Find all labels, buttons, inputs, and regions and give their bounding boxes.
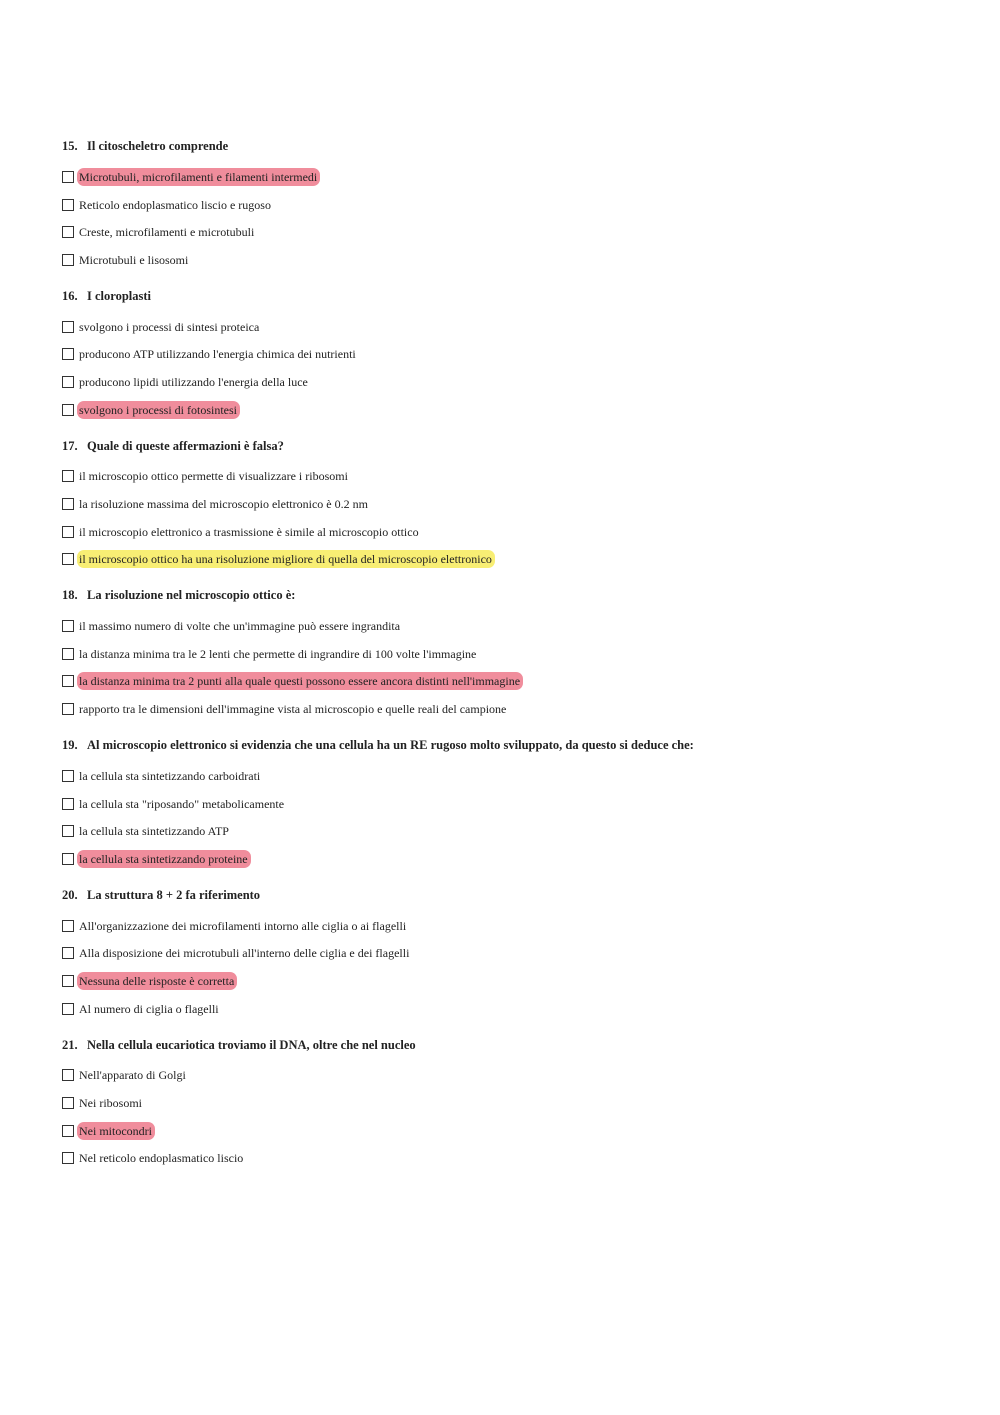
question-number: 20. xyxy=(62,887,78,902)
answer-option[interactable] xyxy=(62,845,962,873)
highlighted-answer-text: la cellula sta sintetizzando proteine xyxy=(77,850,251,868)
answer-option[interactable] xyxy=(62,518,962,546)
answer-checkbox[interactable] xyxy=(62,348,74,360)
question-number: 19. xyxy=(62,738,78,752)
answer-text: il microscopio elettronico a trasmissione è simile al microscopio ottico xyxy=(79,524,419,539)
answer-text: producono lipidi utilizzando l'energia della luce xyxy=(79,374,308,389)
question-title xyxy=(62,437,962,455)
answer-checkbox[interactable] xyxy=(62,199,74,211)
answer-text: Al numero di ciglia o flagelli xyxy=(79,1001,219,1016)
question-text: Il citoscheletro comprende xyxy=(87,139,229,153)
answer-text: Creste, microfilamenti e microtubuli xyxy=(79,225,255,240)
question-block xyxy=(62,886,962,1023)
answer-option[interactable] xyxy=(62,817,962,845)
answer-checkbox[interactable] xyxy=(62,920,74,932)
answer-checkbox[interactable] xyxy=(62,620,74,632)
answer-checkbox[interactable] xyxy=(62,526,74,538)
question-text: Quale di queste affermazioni è falsa? xyxy=(87,438,284,453)
highlighted-answer-text: Nei mitocondri xyxy=(77,1122,155,1140)
question-title xyxy=(62,586,962,604)
highlighted-answer-text: Microtubuli, microfilamenti e filamenti intermedi xyxy=(77,168,320,186)
question-title xyxy=(62,137,962,155)
answer-option[interactable] xyxy=(62,912,962,940)
answer-checkbox[interactable] xyxy=(62,321,74,333)
answer-checkbox[interactable] xyxy=(62,853,74,865)
question-text: Al microscopio elettronico si evidenzia che una cellula ha un RE rugoso molto sviluppato, da questo si deduce che: xyxy=(87,738,694,752)
answer-text: Alla disposizione dei microtubuli all'interno delle ciglia e dei flagelli xyxy=(79,946,410,961)
answer-checkbox[interactable] xyxy=(62,553,74,565)
answer-text: il massimo numero di volte che un'immagine può essere ingrandita xyxy=(79,619,401,634)
highlighted-answer-text: Nessuna delle risposte è corretta xyxy=(77,972,237,990)
answer-option[interactable] xyxy=(62,191,962,219)
answer-text: Reticolo endoplasmatico liscio e rugoso xyxy=(79,197,271,212)
answer-option[interactable] xyxy=(62,313,962,341)
answer-checkbox[interactable] xyxy=(62,1125,74,1137)
answer-checkbox[interactable] xyxy=(62,171,74,183)
question-text: La risoluzione nel microscopio ottico è: xyxy=(87,588,296,603)
answer-option[interactable] xyxy=(62,218,962,246)
answer-checkbox[interactable] xyxy=(62,798,74,810)
highlighted-answer-text: la distanza minima tra 2 punti alla quale questi possono essere ancora distinti nell'immagine xyxy=(77,672,523,690)
question-block xyxy=(62,586,962,723)
question-title xyxy=(62,886,962,904)
question-number: 18. xyxy=(62,588,78,603)
answer-option[interactable] xyxy=(62,396,962,424)
answer-text: Nell'apparato di Golgi xyxy=(79,1068,186,1083)
answer-text: la cellula sta sintetizzando carboidrati xyxy=(79,768,261,783)
answer-option[interactable] xyxy=(62,939,962,967)
question-number: 16. xyxy=(62,288,78,303)
answer-text: la cellula sta sintetizzando ATP xyxy=(79,824,229,839)
answer-text: Microtubuli e lisosomi xyxy=(79,252,189,267)
answer-checkbox[interactable] xyxy=(62,1097,74,1109)
question-block xyxy=(62,437,962,574)
question-block xyxy=(62,736,962,873)
answer-option[interactable] xyxy=(62,163,962,191)
answer-option[interactable] xyxy=(62,1089,962,1117)
question-block xyxy=(62,137,962,274)
answer-option[interactable] xyxy=(62,246,962,274)
answer-checkbox[interactable] xyxy=(62,648,74,660)
answer-checkbox[interactable] xyxy=(62,1069,74,1081)
question-number: 17. xyxy=(62,438,78,453)
answer-text: il microscopio ottico permette di visualizzare i ribosomi xyxy=(79,469,348,484)
answer-text: Nel reticolo endoplasmatico liscio xyxy=(79,1151,244,1166)
question-text: I cloroplasti xyxy=(87,288,152,303)
answer-option[interactable] xyxy=(62,995,962,1023)
answer-text: la distanza minima tra le 2 lenti che permette di ingrandire di 100 volte l'immagine xyxy=(79,646,477,661)
question-number: 21. xyxy=(62,1037,78,1052)
question-number: 15. xyxy=(62,139,78,153)
question-title xyxy=(62,1036,962,1054)
question-block xyxy=(62,1036,962,1173)
question-title xyxy=(62,736,962,754)
answer-text: All'organizzazione dei microfilamenti intorno alle ciglia o ai flagelli xyxy=(79,918,407,933)
answer-text: rapporto tra le dimensioni dell'immagine vista al microscopio e quelle reali del campione xyxy=(79,702,507,717)
question-text: La struttura 8 + 2 fa riferimento xyxy=(87,887,261,902)
answer-option[interactable] xyxy=(62,612,962,640)
answer-option[interactable] xyxy=(62,1117,962,1145)
answer-checkbox[interactable] xyxy=(62,404,74,416)
answer-checkbox[interactable] xyxy=(62,825,74,837)
answer-text: svolgono i processi di sintesi proteica xyxy=(79,319,260,334)
question-title xyxy=(62,287,962,305)
answer-checkbox[interactable] xyxy=(62,254,74,266)
quiz-page xyxy=(62,137,962,1185)
question-block xyxy=(62,287,962,424)
answer-checkbox[interactable] xyxy=(62,376,74,388)
answer-checkbox[interactable] xyxy=(62,226,74,238)
answer-option[interactable] xyxy=(62,546,962,574)
answer-option[interactable] xyxy=(62,668,962,696)
highlighted-answer-text: svolgono i processi di fotosintesi xyxy=(77,401,240,419)
answer-checkbox[interactable] xyxy=(62,770,74,782)
answer-option[interactable] xyxy=(62,967,962,995)
answer-option[interactable] xyxy=(62,463,962,491)
answer-option[interactable] xyxy=(62,695,962,723)
answer-option[interactable] xyxy=(62,340,962,368)
answer-option[interactable] xyxy=(62,368,962,396)
answer-checkbox[interactable] xyxy=(62,703,74,715)
answer-checkbox[interactable] xyxy=(62,1152,74,1164)
answer-checkbox[interactable] xyxy=(62,975,74,987)
answer-option[interactable] xyxy=(62,790,962,818)
answer-text: Nei ribosomi xyxy=(79,1096,142,1111)
answer-option[interactable] xyxy=(62,640,962,668)
answer-option[interactable] xyxy=(62,490,962,518)
answer-text: producono ATP utilizzando l'energia chimica dei nutrienti xyxy=(79,347,356,362)
answer-option[interactable] xyxy=(62,1145,962,1173)
answer-checkbox[interactable] xyxy=(62,470,74,482)
answer-option[interactable] xyxy=(62,1062,962,1090)
answer-checkbox[interactable] xyxy=(62,498,74,510)
answer-option[interactable] xyxy=(62,762,962,790)
answer-checkbox[interactable] xyxy=(62,1003,74,1015)
answer-checkbox[interactable] xyxy=(62,675,74,687)
answer-checkbox[interactable] xyxy=(62,947,74,959)
highlighted-answer-text: il microscopio ottico ha una risoluzione migliore di quella del microscopio elettronico xyxy=(77,550,495,568)
answer-text: la risoluzione massima del microscopio elettronico è 0.2 nm xyxy=(79,497,368,512)
answer-text: la cellula sta "riposando" metabolicamente xyxy=(79,796,285,811)
question-text: Nella cellula eucariotica troviamo il DNA, oltre che nel nucleo xyxy=(87,1037,416,1052)
